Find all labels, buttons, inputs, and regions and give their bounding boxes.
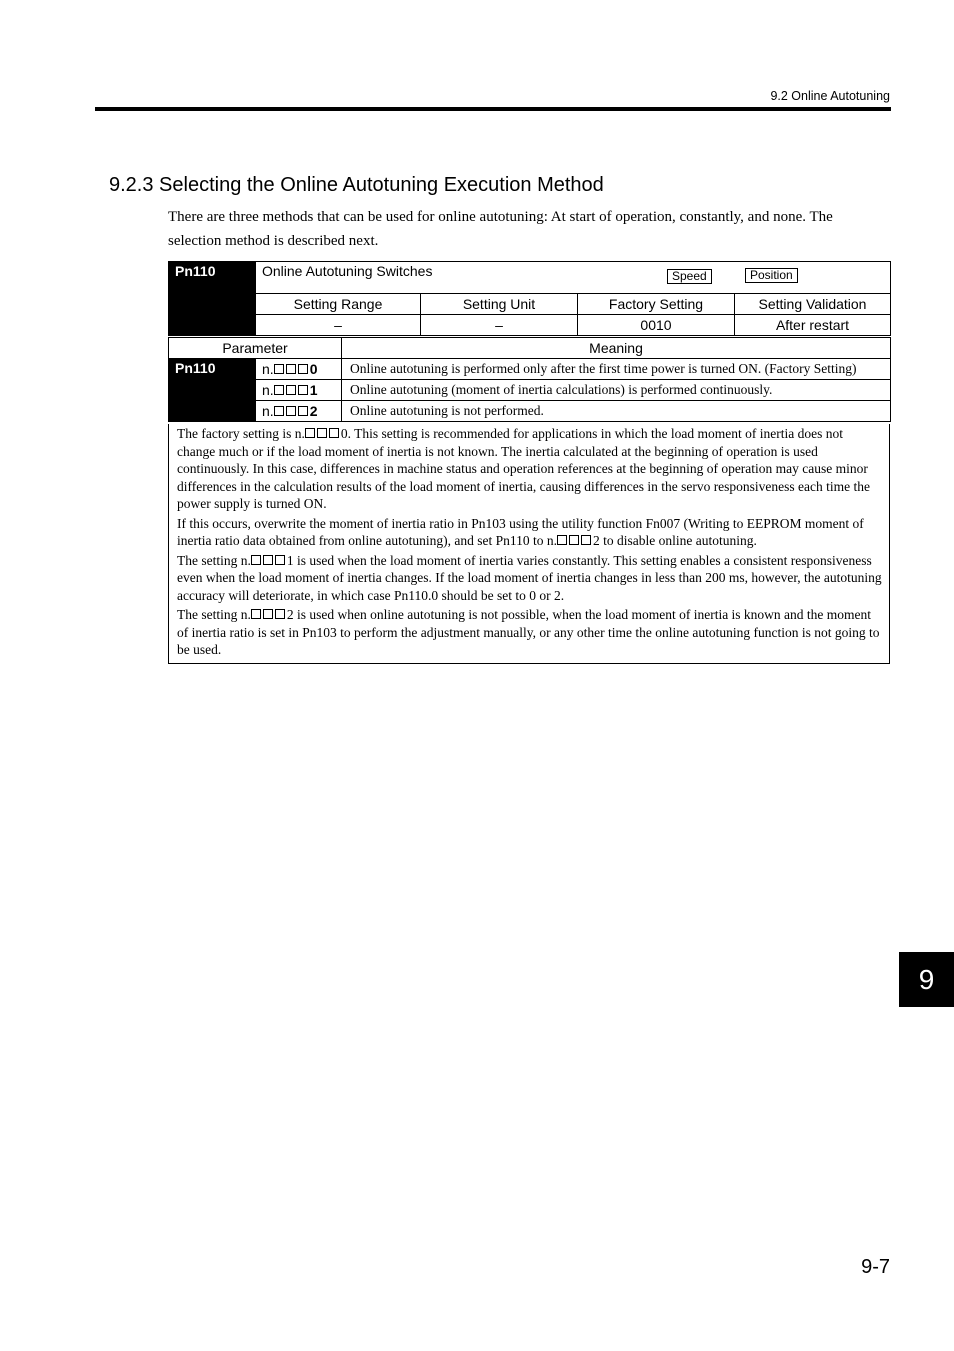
chapter-tab: 9 bbox=[899, 952, 954, 1007]
note-paragraph: The setting n. 2 is used when online autotuning is not possible, when the load moment of inertia is known and the moment of inertia ratio is set in Pn103 to perform the adjustment manually, or any other time the online autotuning function is not going to be used. bbox=[177, 607, 880, 657]
section-title: 9.2.3 Selecting the Online Autotuning Execution Method bbox=[109, 174, 604, 196]
parameter-id: Pn110 bbox=[169, 262, 256, 336]
value-setting-range: – bbox=[256, 315, 421, 336]
notes-box bbox=[168, 424, 890, 664]
parameter-name: Online Autotuning Switches bbox=[262, 263, 433, 279]
page-number: 9-7 bbox=[861, 1256, 890, 1278]
meaning-1: Online autotuning (moment of inertia calculations) is performed continuously. bbox=[342, 380, 891, 401]
setting-code-1: n. 1 bbox=[256, 380, 342, 401]
setting-code-2: n. 2 bbox=[256, 401, 342, 422]
note-paragraph: The setting n. 1 is used when the load moment of inertia varies constantly. This setting enables a consistent responsiveness even when the load moment of inertia changes. If the load moment of inertia changes in less than 200 ms, however, the autotuning accuracy will deteriorate, in which case Pn110.0 should be set to 0 or 2. bbox=[177, 552, 882, 603]
meaning-table bbox=[168, 337, 891, 422]
position-badge: Position bbox=[745, 268, 798, 283]
speed-badge: Speed bbox=[667, 269, 712, 284]
column-setting-unit: Setting Unit bbox=[421, 294, 578, 315]
parameter-box bbox=[168, 261, 891, 336]
column-factory-setting: Factory Setting bbox=[578, 294, 735, 315]
header-rule bbox=[95, 107, 891, 111]
setting-code-0: n. 0 bbox=[256, 359, 342, 380]
running-header: 9.2 Online Autotuning bbox=[770, 89, 890, 103]
meaning-2: Online autotuning is not performed. bbox=[342, 401, 891, 422]
header-meaning: Meaning bbox=[342, 338, 891, 359]
value-setting-validation: After restart bbox=[735, 315, 891, 336]
column-setting-range: Setting Range bbox=[256, 294, 421, 315]
meaning-0: Online autotuning is performed only after the first time power is turned ON. (Factory Setting) bbox=[342, 359, 891, 380]
parameter-name-cell bbox=[256, 262, 891, 294]
meaning-param-id: Pn110 bbox=[169, 359, 256, 422]
header-parameter: Parameter bbox=[169, 338, 342, 359]
value-setting-unit: – bbox=[421, 315, 578, 336]
value-factory-setting: 0010 bbox=[578, 315, 735, 336]
note-paragraph: If this occurs, overwrite the moment of inertia ratio in Pn103 using the utility function Fn007 (Writing to EEPROM moment of inertia ratio data obtained from online autotuning), and set Pn110 to n. 2 to disable online autotuning. bbox=[177, 515, 864, 548]
intro-paragraph: There are three methods that can be used for online autotuning: At start of operation, constantly, and none. The selection method is described next. bbox=[168, 209, 833, 249]
column-setting-validation: Setting Validation bbox=[735, 294, 891, 315]
note-paragraph: The factory setting is n. 0. This setting is recommended for applications in which the load moment of inertia does not change much or if the load moment of inertia is not known. The inertia calculated at the beginning of operation is used continuously. In this case, differences in machine status and operation references at the beginning of operation may cause minor differences in the calculation results of the load moment of inertia, causing differences in the servo responsiveness each time the power supply is turned ON. bbox=[177, 426, 871, 511]
